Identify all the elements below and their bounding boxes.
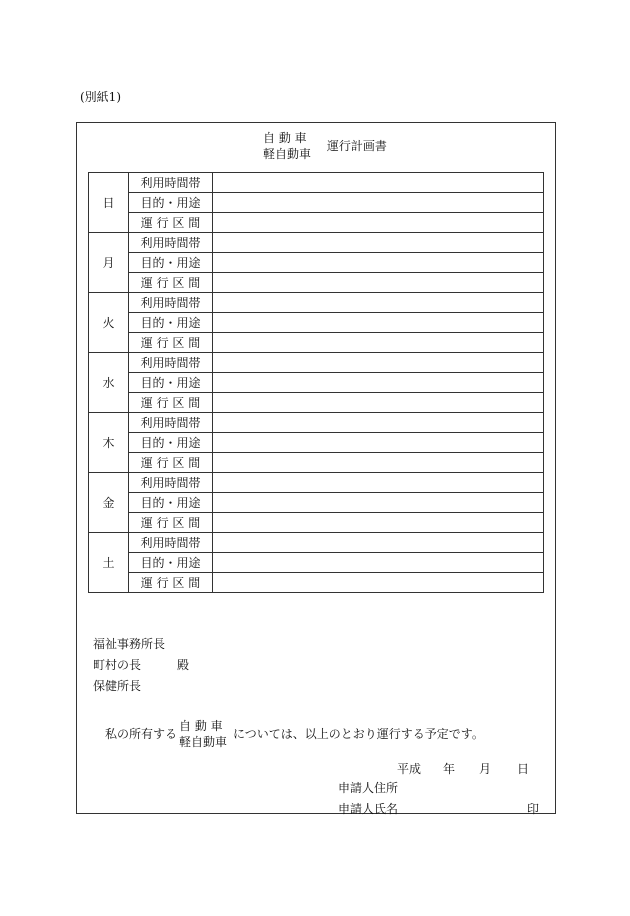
schedule-row <box>89 393 544 413</box>
addressee-welfare-office: 福祉事務所長 <box>93 637 166 651</box>
statement <box>105 718 484 750</box>
entry-field[interactable] <box>213 273 544 293</box>
day-label: 火 <box>89 293 129 353</box>
row-label: 運 行 区 間 <box>129 453 213 473</box>
honorific: 殿 <box>177 658 190 672</box>
schedule-row <box>89 273 544 293</box>
day-label: 金 <box>89 473 129 533</box>
entry-field[interactable] <box>213 353 544 373</box>
entry-field[interactable] <box>213 473 544 493</box>
day-label: 日 <box>89 173 129 233</box>
entry-field[interactable] <box>213 233 544 253</box>
entry-field[interactable] <box>213 293 544 313</box>
row-label: 利用時間帯 <box>129 473 213 493</box>
entry-field[interactable] <box>213 213 544 233</box>
entry-field[interactable] <box>213 493 544 513</box>
day-label: 月 <box>89 233 129 293</box>
date-year: 年 <box>443 762 456 776</box>
entry-field[interactable] <box>213 253 544 273</box>
row-label: 目的・用途 <box>129 313 213 333</box>
row-label: 利用時間帯 <box>129 233 213 253</box>
entry-field[interactable] <box>213 193 544 213</box>
schedule-row <box>89 533 544 553</box>
day-label: 木 <box>89 413 129 473</box>
schedule-row <box>89 493 544 513</box>
schedule-row <box>89 473 544 493</box>
entry-field[interactable] <box>213 333 544 353</box>
date-day: 日 <box>517 762 530 776</box>
vehicle-type-stack <box>263 130 311 162</box>
weekly-schedule-table <box>88 172 544 593</box>
row-label: 利用時間帯 <box>129 533 213 553</box>
date-line <box>397 760 529 777</box>
entry-field[interactable] <box>213 573 544 593</box>
schedule-row <box>89 313 544 333</box>
schedule-row <box>89 553 544 573</box>
day-label: 土 <box>89 533 129 593</box>
addressee-town-head: 町村の長 <box>93 658 142 672</box>
row-label: 利用時間帯 <box>129 353 213 373</box>
row-label: 利用時間帯 <box>129 173 213 193</box>
schedule-row <box>89 293 544 313</box>
date-era: 平成 <box>397 762 422 776</box>
schedule-row <box>89 193 544 213</box>
row-label: 目的・用途 <box>129 193 213 213</box>
vehicle-type-line2: 軽自動車 <box>263 147 312 161</box>
schedule-row <box>89 253 544 273</box>
row-label: 運 行 区 間 <box>129 513 213 533</box>
row-label: 運 行 区 間 <box>129 393 213 413</box>
schedule-row <box>89 433 544 453</box>
form-title <box>263 130 387 162</box>
addressee-health-center: 保健所長 <box>93 679 142 693</box>
row-label: 運 行 区 間 <box>129 573 213 593</box>
row-label: 運 行 区 間 <box>129 213 213 233</box>
schedule-row <box>89 333 544 353</box>
schedule-row <box>89 233 544 253</box>
row-label: 目的・用途 <box>129 553 213 573</box>
statement-vehicle-line2: 軽自動車 <box>179 735 228 749</box>
date-month: 月 <box>479 762 492 776</box>
entry-field[interactable] <box>213 313 544 333</box>
schedule-row <box>89 513 544 533</box>
schedule-row <box>89 453 544 473</box>
schedule-row <box>89 413 544 433</box>
day-label: 水 <box>89 353 129 413</box>
row-label: 目的・用途 <box>129 493 213 513</box>
schedule-row <box>89 353 544 373</box>
statement-vehicle-line1: 自 動 車 <box>179 719 223 733</box>
addressee-block <box>93 634 190 697</box>
entry-field[interactable] <box>213 393 544 413</box>
row-label: 目的・用途 <box>129 433 213 453</box>
schedule-row <box>89 373 544 393</box>
schedule-row <box>89 173 544 193</box>
schedule-row <box>89 213 544 233</box>
statement-prefix: 私の所有する <box>105 727 178 741</box>
entry-field[interactable] <box>213 533 544 553</box>
entry-field[interactable] <box>213 373 544 393</box>
row-label: 運 行 区 間 <box>129 273 213 293</box>
row-label: 運 行 区 間 <box>129 333 213 353</box>
row-label: 利用時間帯 <box>129 413 213 433</box>
statement-suffix: については、以上のとおり運行する予定です。 <box>233 727 484 741</box>
entry-field[interactable] <box>213 433 544 453</box>
vehicle-type-line1: 自 動 車 <box>263 131 307 145</box>
entry-field[interactable] <box>213 453 544 473</box>
row-label: 利用時間帯 <box>129 293 213 313</box>
attachment-label: (別紙1) <box>80 90 121 104</box>
statement-vehicle-stack <box>179 718 227 750</box>
applicant-address-label: 申請人住所 <box>338 781 399 795</box>
entry-field[interactable] <box>213 553 544 573</box>
schedule-row <box>89 573 544 593</box>
entry-field[interactable] <box>213 513 544 533</box>
row-label: 目的・用途 <box>129 373 213 393</box>
document-name: 運行計画書 <box>326 139 387 153</box>
entry-field[interactable] <box>213 173 544 193</box>
row-label: 目的・用途 <box>129 253 213 273</box>
seal-mark: 印 <box>527 802 540 816</box>
applicant-name-label: 申請人氏名 <box>338 802 399 816</box>
entry-field[interactable] <box>213 413 544 433</box>
